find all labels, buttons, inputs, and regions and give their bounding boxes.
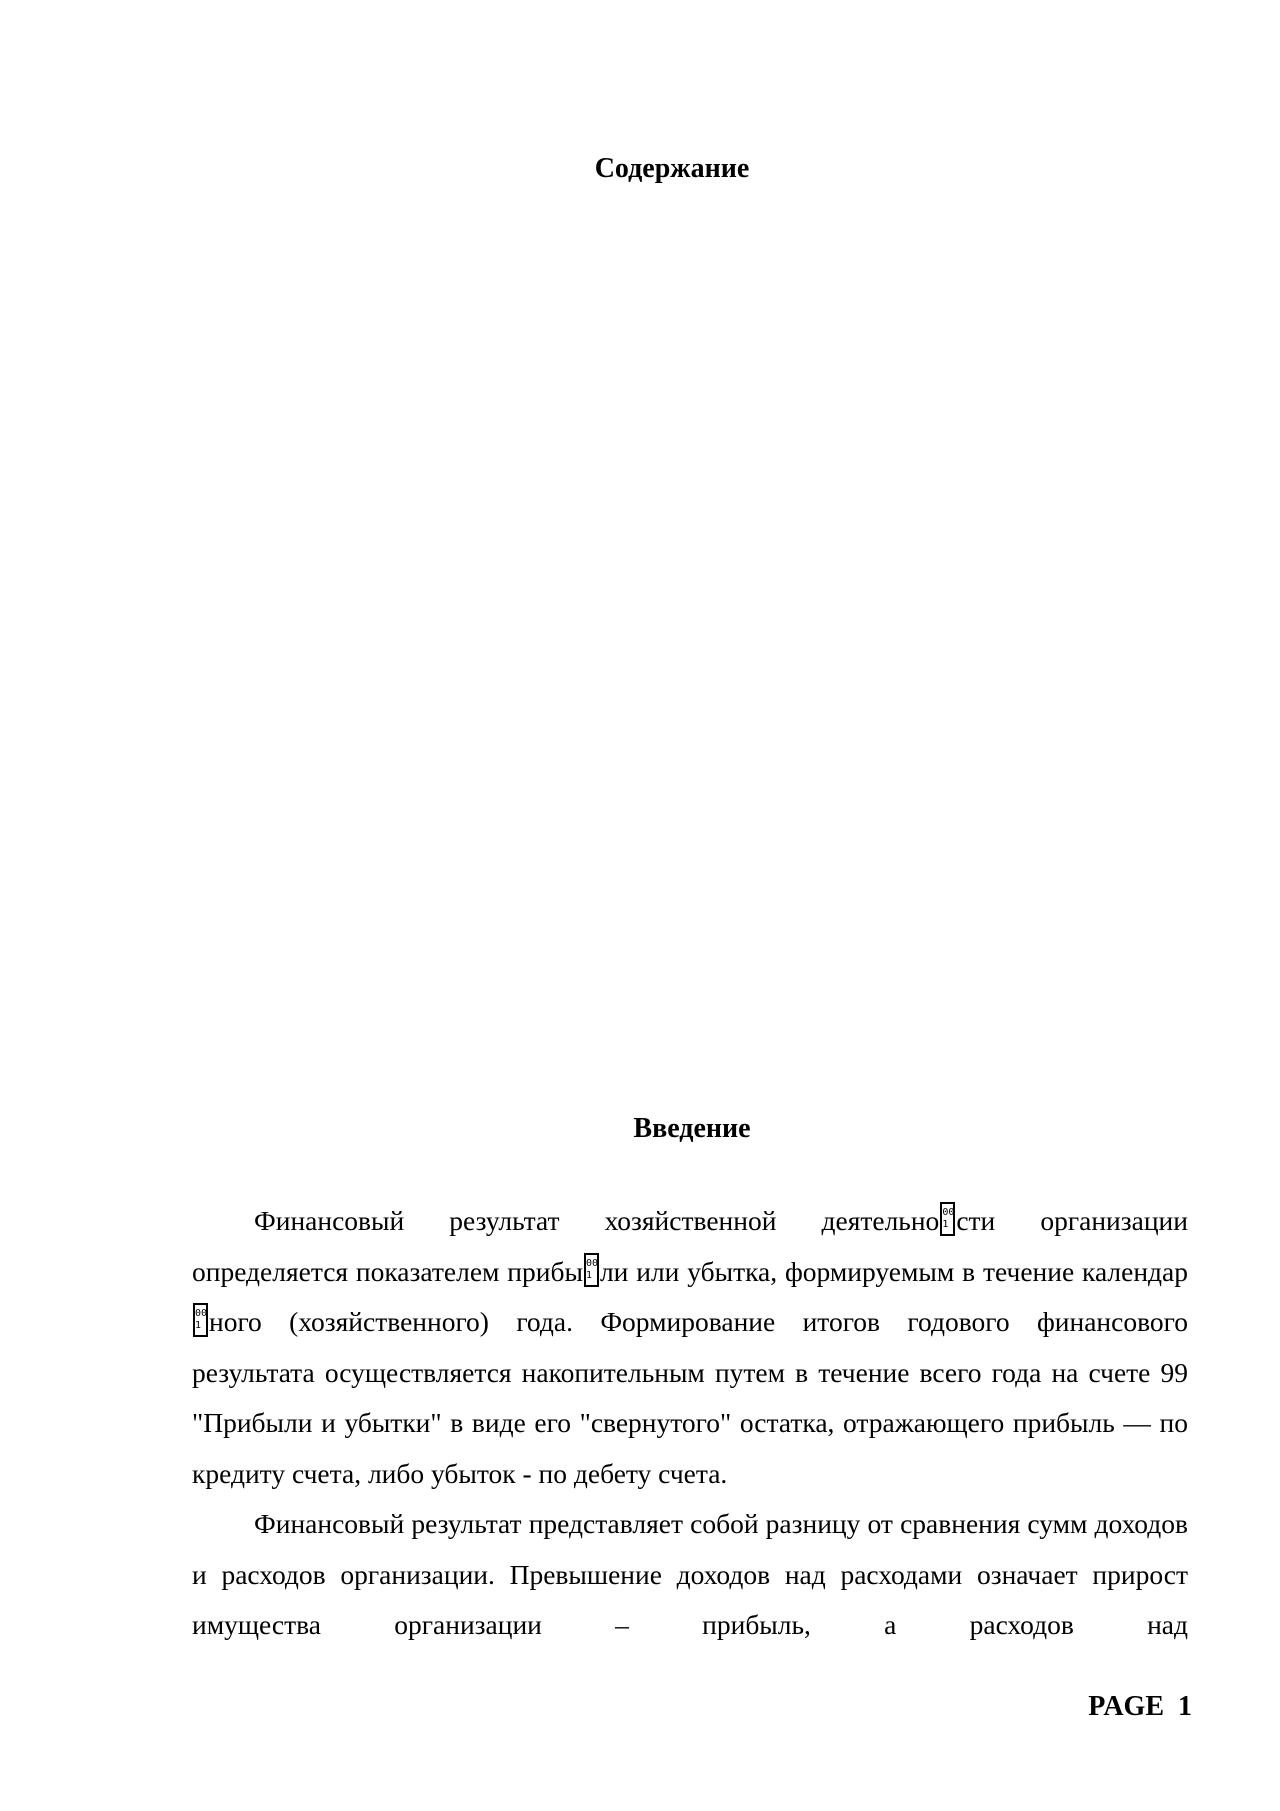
toc-title: Содержание xyxy=(594,153,750,184)
paragraph-1-part-4: ного (хозяйственного) года. Формирование итогов годового финансового результата осуществляется накопительным путем в течение всего года на счете 99 "Прибыли и убытки" в виде его "свернутого" остатка, отражающего прибыль — по кредиту счета, либо убыток - по дебету счета. xyxy=(192,1306,1188,1489)
missing-glyph-icon: 00 1 xyxy=(940,1202,955,1236)
paragraph-2: Финансовый результат представляет собой разницу от сравнения сумм доходов и расходов организации. Превышение доходов над расходами означает прирост имущества организации – прибыль, а расходов над xyxy=(192,1508,1188,1640)
paragraph-1-part-3: ли или убытка, формируемым в течение календар xyxy=(599,1255,1188,1287)
body-text xyxy=(192,1196,1188,1651)
intro-title: Введение xyxy=(633,1113,751,1144)
paragraph-1-part-2: сти организации определяется показателем прибы xyxy=(192,1205,1188,1287)
missing-glyph-icon: 00 1 xyxy=(584,1253,599,1287)
paragraph-1-part-1: Финансовый результат хозяйственной деятельно xyxy=(254,1205,940,1236)
page-number: PAGE 1 xyxy=(1088,1691,1192,1722)
missing-glyph-icon: 00 1 xyxy=(193,1303,208,1337)
paragraph-1 xyxy=(192,1196,1188,1499)
